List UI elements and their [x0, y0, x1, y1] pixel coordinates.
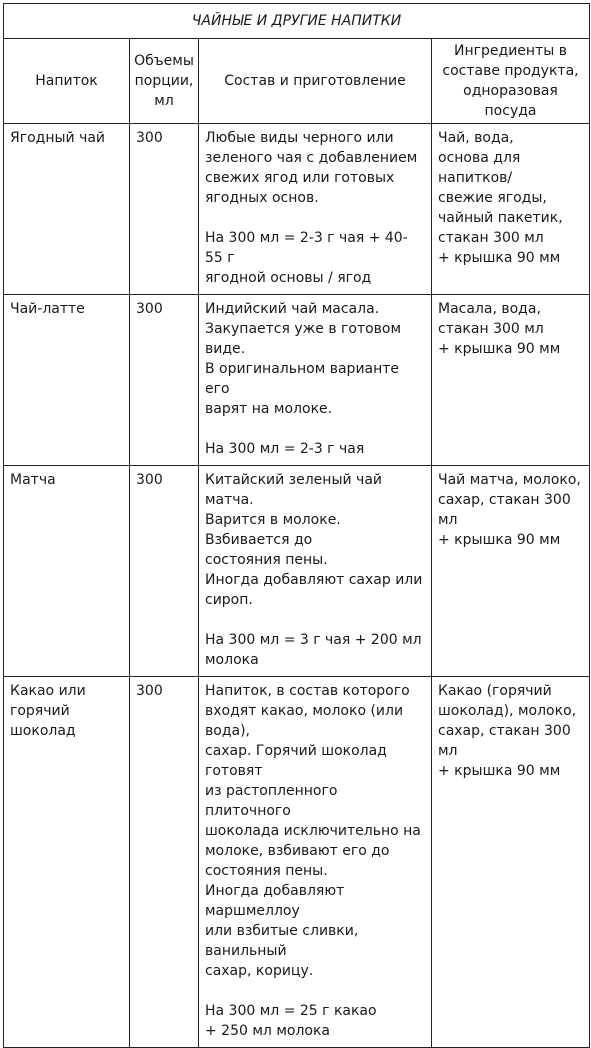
header-ingredients: Ингредиенты в составе продукта, одноразовая посуда	[432, 39, 590, 124]
drink-volume: 300	[130, 677, 199, 1048]
table-row	[4, 295, 590, 466]
drink-name: Ягодный чай	[4, 124, 130, 295]
drink-name: Матча	[4, 466, 130, 677]
table-row	[4, 124, 590, 295]
title-row	[4, 4, 590, 39]
drink-recipe: Любые виды черного или зеленого чая с добавлением свежих ягод или готовых ягодных основ. На 300 мл = 2-3 г чая + 40-55 г ягодной основы / ягод	[199, 124, 432, 295]
drink-ingredients: Какао (горячий шоколад), молоко, сахар, стакан 300 мл + крышка 90 мм	[432, 677, 590, 1048]
header-recipe: Состав и приготовление	[199, 39, 432, 124]
drinks-table	[3, 3, 590, 1048]
drink-volume: 300	[130, 124, 199, 295]
drink-volume: 300	[130, 466, 199, 677]
table-row	[4, 466, 590, 677]
drink-volume: 300	[130, 295, 199, 466]
drink-ingredients: Чай матча, молоко, сахар, стакан 300 мл + крышка 90 мм	[432, 466, 590, 677]
table-row	[4, 677, 590, 1048]
drink-ingredients: Чай, вода, основа для напитков/ свежие ягоды, чайный пакетик, стакан 300 мл + крышка 90 мм	[432, 124, 590, 295]
header-row	[4, 39, 590, 124]
table-title: ЧАЙНЫЕ И ДРУГИЕ НАПИТКИ	[4, 4, 590, 39]
drink-recipe: Китайский зеленый чай матча. Варится в молоке. Взбивается до состояния пены. Иногда добавляют сахар или сироп. На 300 мл = 3 г чая + 200 мл молока	[199, 466, 432, 677]
header-drink: Напиток	[4, 39, 130, 124]
header-volume: Объемы порции, мл	[130, 39, 199, 124]
drink-name: Какао или горячий шоколад	[4, 677, 130, 1048]
drink-recipe: Индийский чай масала. Закупается уже в готовом виде. В оригинальном варианте его варят на молоке. На 300 мл = 2-3 г чая	[199, 295, 432, 466]
drink-ingredients: Масала, вода, стакан 300 мл + крышка 90 мм	[432, 295, 590, 466]
drink-recipe: Напиток, в состав которого входят какао, молоко (или вода), сахар. Горячий шоколад готовят из растопленного плиточного шоколада исключительно на молоке, взбивают его до состояния пены. Иногда добавляют маршмеллоу или взбитые сливки, ванильный сахар, корицу. На 300 мл = 25 г какао + 250 мл молока	[199, 677, 432, 1048]
drink-name: Чай-латте	[4, 295, 130, 466]
